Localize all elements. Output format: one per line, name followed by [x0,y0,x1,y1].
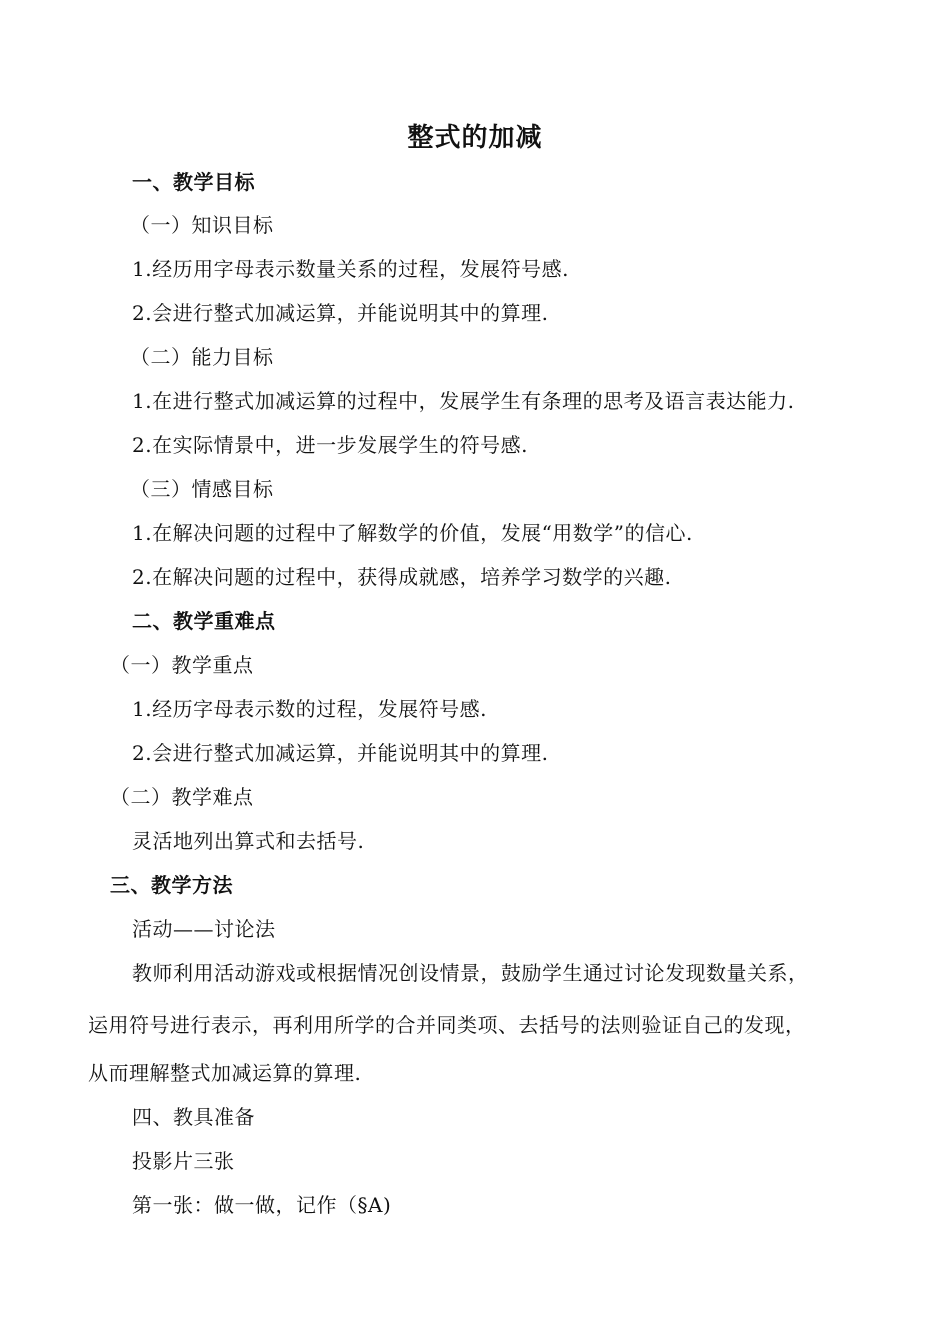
paragraph-text: 投影片三张 [132,1149,235,1173]
subsection-label-ability: （二）能力目标 [130,345,274,369]
list-item: 2.在实际情景中，进一步发展学生的符号感. [132,433,528,457]
section-heading-methods: 三、教学方法 [110,873,233,897]
list-item: 2.在解决问题的过程中，获得成就感，培养学习数学的兴趣. [132,565,672,589]
list-item: 2.会进行整式加减运算，并能说明其中的算理. [132,301,549,325]
method-name: 活动——讨论法 [132,917,276,941]
subsection-label-focus: （一）教学重点 [110,653,254,677]
list-item: 1.经历用字母表示数量关系的过程，发展符号感. [132,257,569,281]
section-heading-key-points: 二、教学重难点 [132,609,276,633]
paragraph-line: 运用符号进行表示，再利用所学的合并同类项、去括号的法则验证自己的发现， [88,1013,806,1037]
subsection-label-knowledge: （一）知识目标 [130,213,274,237]
paragraph-line: 教师利用活动游戏或根据情况创设情景，鼓励学生通过讨论发现数量关系， [132,961,809,985]
paragraph-text: 灵活地列出算式和去括号. [132,829,365,853]
subsection-label-difficulty: （二）教学难点 [110,785,254,809]
list-item: 1.在解决问题的过程中了解数学的价值，发展“用数学”的信心. [132,521,693,545]
subsection-label-emotion: （三）情感目标 [130,477,274,501]
list-item: 2.会进行整式加减运算，并能说明其中的算理. [132,741,549,765]
page-title: 整式的加减 [407,123,543,153]
list-item: 1.在进行整式加减运算的过程中，发展学生有条理的思考及语言表达能力. [132,389,795,413]
list-item: 1.经历字母表示数的过程，发展符号感. [132,697,487,721]
paragraph-text: 第一张：做一做，记作（§A) [132,1193,392,1217]
section-heading-materials: 四、教具准备 [132,1105,255,1129]
paragraph-line: 从而理解整式加减运算的算理. [88,1061,362,1085]
section-heading-objectives: 一、教学目标 [132,170,255,194]
